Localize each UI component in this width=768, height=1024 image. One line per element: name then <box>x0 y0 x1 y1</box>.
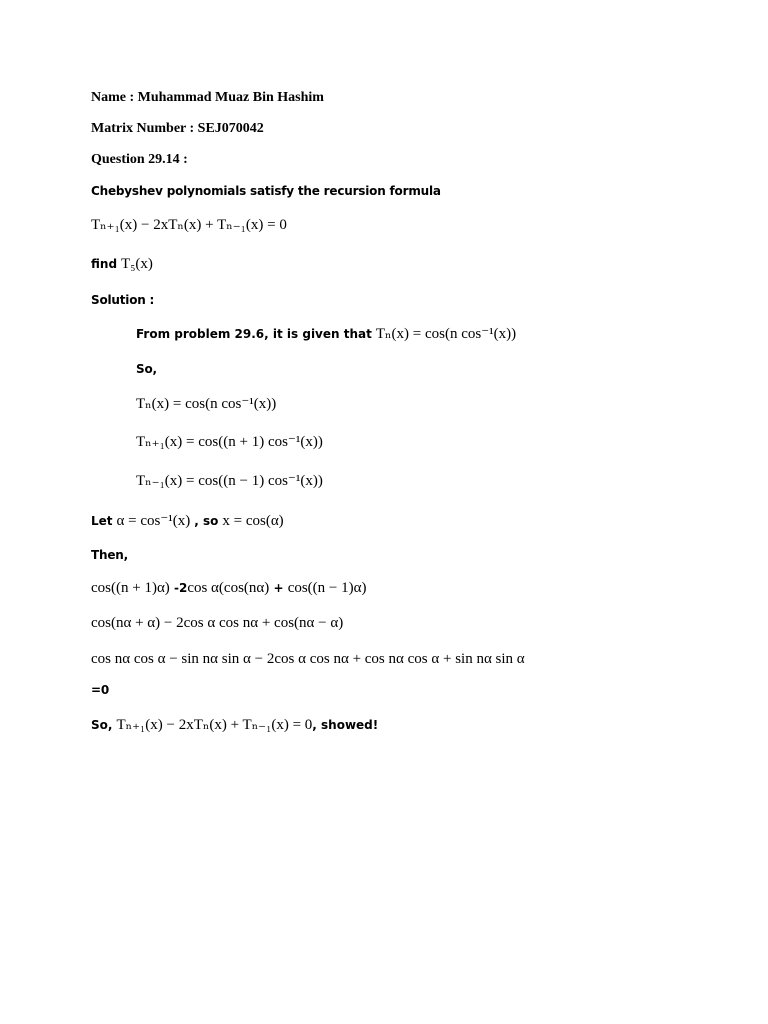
step-1-part-b: cos α(cos(nα) <box>187 580 270 596</box>
let-line <box>91 513 284 529</box>
given-line <box>136 326 516 342</box>
then-label: Then, <box>91 548 128 562</box>
so-label: So, <box>136 362 157 376</box>
find-line <box>91 256 153 272</box>
equation-tn-plus-1: Tₙ₊₁(x) = cos((n + 1) cos⁻¹(x)) <box>136 434 323 450</box>
conclusion-expression: Tₙ₊₁(x) − 2xTₙ(x) + Tₙ₋₁(x) = 0 <box>116 717 313 733</box>
result: =0 <box>91 683 110 697</box>
step-1-part-c: cos((n − 1)α) <box>287 580 367 596</box>
matrix-number: Matrix Number : SEJ070042 <box>91 121 264 136</box>
conclusion-line <box>91 717 378 733</box>
find-label: find <box>91 257 118 271</box>
question-number: Question 29.14 : <box>91 152 188 167</box>
step-1-operator: -2 <box>169 581 188 595</box>
conclusion-end: , showed! <box>312 718 379 732</box>
step-2: cos(nα + α) − 2cos α cos nα + cos(nα − α) <box>91 615 344 631</box>
step-1-part-a: cos((n + 1)α) <box>91 580 170 596</box>
let-separator: , so <box>194 514 219 528</box>
let-label: Let <box>91 514 113 528</box>
equation-tn-minus-1: Tₙ₋₁(x) = cos((n − 1) cos⁻¹(x)) <box>136 473 323 489</box>
step-1-plus: + <box>269 581 288 595</box>
student-name: Name : Muhammad Muaz Bin Hashim <box>91 90 324 105</box>
given-text: From problem 29.6, it is given that <box>136 327 372 341</box>
let-expression: α = cos⁻¹(x) <box>116 513 191 529</box>
step-1 <box>91 580 366 596</box>
problem-statement: Chebyshev polynomials satisfy the recursion formula <box>91 184 441 198</box>
conclusion-so: So, <box>91 718 113 732</box>
let-expression-2: x = cos(α) <box>222 513 284 529</box>
recursion-formula: Tₙ₊₁(x) − 2xTₙ(x) + Tₙ₋₁(x) = 0 <box>91 217 287 233</box>
solution-label: Solution : <box>91 293 155 307</box>
step-3: cos nα cos α − sin nα sin α − 2cos α cos nα + cos nα cos α + sin nα sin α <box>91 651 525 667</box>
equation-tn: Tₙ(x) = cos(n cos⁻¹(x)) <box>136 396 277 412</box>
find-expression: T₅(x) <box>121 256 153 272</box>
given-expression: Tₙ(x) = cos(n cos⁻¹(x)) <box>375 326 517 342</box>
